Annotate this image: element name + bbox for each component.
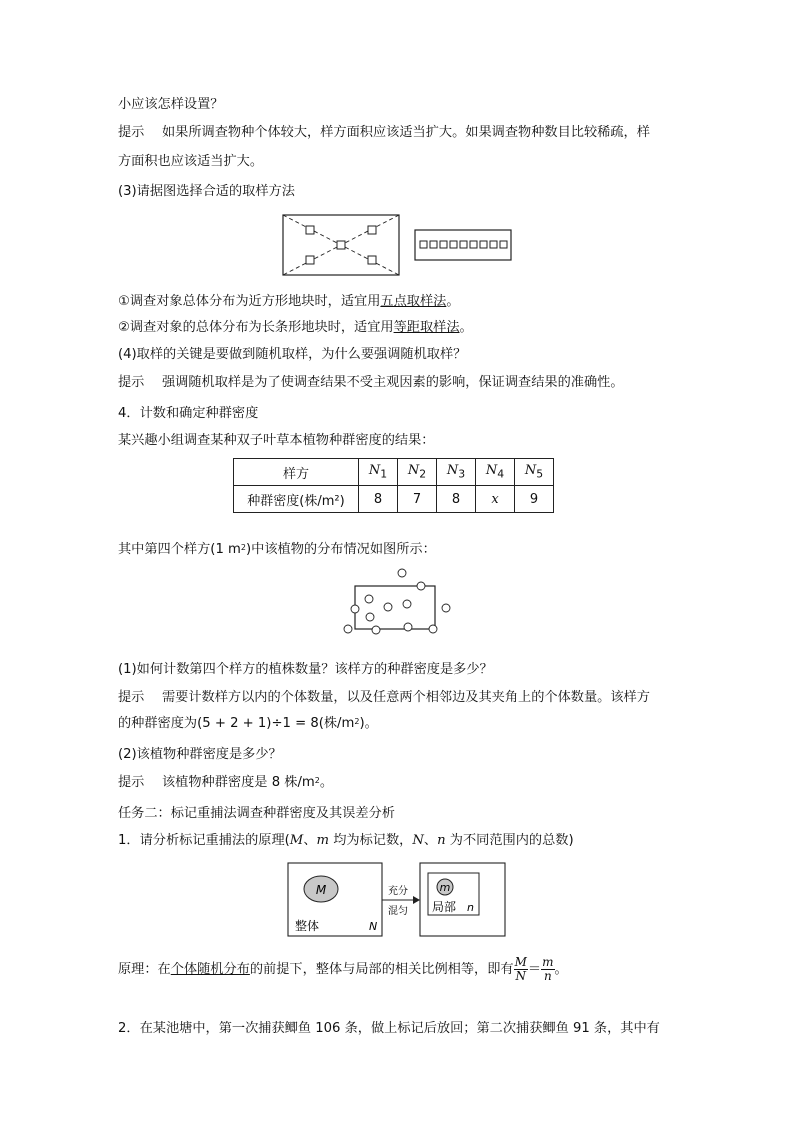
tip-line <box>118 123 650 143</box>
var: N <box>524 463 537 479</box>
table-cell: 9 <box>515 486 554 513</box>
text-span: 的前提下，整体与局部的相关比例相等，即有 <box>249 962 514 977</box>
text-line <box>118 318 473 338</box>
text-span: ①调查对象总体分布为近方形地块时，适宜用 <box>118 294 381 309</box>
tip-line <box>118 773 333 793</box>
tip-text: 如果所调查物种个体较大，样方面积应该适当扩大。如果调查物种数目比较稀疏，样 <box>162 125 650 140</box>
table-cell <box>476 486 515 513</box>
table-header-label: 样方 <box>234 459 359 486</box>
sub: 1 <box>380 467 388 481</box>
tip-line <box>118 373 624 393</box>
text-span: 原理：在 <box>118 962 171 977</box>
tip-label: 提示 <box>118 375 145 390</box>
var: N <box>368 463 381 479</box>
text-line: 方面积也应该适当扩大。 <box>118 154 264 169</box>
question-line: (4)取样的关键是要做到随机取样，为什么要强调随机取样？ <box>118 347 467 362</box>
table-col-header <box>476 459 515 486</box>
superscript: 2 <box>354 717 360 726</box>
table-row-label: 种群密度(株/m²) <box>234 486 359 513</box>
table-row <box>234 486 554 513</box>
arrow-label-top: 充分 <box>388 886 408 897</box>
answer-five-point: 五点取样法 <box>380 294 447 309</box>
section-heading: 任务二：标记重捕法调查种群密度及其误差分析 <box>118 806 395 821</box>
table-cell: 7 <box>398 486 437 513</box>
text-line <box>118 831 574 851</box>
text-span: 。 <box>554 962 568 977</box>
tip-label: 提示 <box>118 125 145 140</box>
text-span: )中该植物的分布情况如图所示： <box>245 542 436 557</box>
text-span: ②调查对象的总体分布为长条形地块时，适宜用 <box>118 320 394 335</box>
equals-sign: ＝ <box>527 962 542 977</box>
five-point-sampling-diagram <box>282 214 400 276</box>
quadrat-plant-distribution-diagram <box>340 566 455 646</box>
numerator: m <box>542 954 554 969</box>
text-span: 、 <box>303 833 317 848</box>
text-span: 、 <box>423 833 438 848</box>
part-marked-label: m <box>439 881 451 894</box>
text-line <box>118 714 378 734</box>
text-line: 小应该怎样设置？ <box>118 97 224 112</box>
text-span: 1．请分析标记重捕法的原理( <box>118 833 290 848</box>
text-span: 。 <box>319 775 334 790</box>
whole-label: 整体 <box>295 919 320 933</box>
part-total-label: n <box>467 901 474 914</box>
text-line: 2．在某池塘中，第一次捕获鲫鱼 106 条，做上标记后放回；第二次捕获鲫鱼 91 条，其中有 <box>118 1021 660 1036</box>
question-line: (2)该植物种群密度是多少？ <box>118 747 282 762</box>
text-span: 为不同范围内的总数) <box>445 833 574 848</box>
table-row <box>234 459 554 486</box>
tip-line <box>118 688 650 708</box>
text-line <box>118 292 460 312</box>
question-line: (3)请据图选择合适的取样方法 <box>118 184 295 199</box>
part-label: 局部 <box>432 900 457 914</box>
arrow-label-bottom: 混匀 <box>388 906 408 917</box>
answer-equidistant: 等距取样法 <box>393 320 460 335</box>
var: M <box>289 833 304 848</box>
sub: 3 <box>458 467 466 481</box>
fraction-right <box>541 956 554 983</box>
denominator: n <box>543 968 552 983</box>
text-span: 的种群密度为(5 + 2 + 1)÷1 = 8(株/m <box>118 716 355 731</box>
numerator: M <box>514 954 527 969</box>
var: N <box>446 463 459 479</box>
text-span: 。 <box>446 294 460 309</box>
density-table <box>233 458 554 513</box>
table-col-header <box>359 459 398 486</box>
whole-total-label: N <box>369 920 378 933</box>
var: N <box>485 463 498 479</box>
table-cell: 8 <box>359 486 398 513</box>
section-heading: 4．计数和确定种群密度 <box>118 406 259 421</box>
denominator: N <box>515 968 527 983</box>
table-col-header <box>398 459 437 486</box>
superscript: 2 <box>240 543 246 552</box>
equidistant-sampling-diagram <box>414 229 512 261</box>
sub: 4 <box>497 467 505 481</box>
question-line: (1)如何计数第四个样方的植株数量？该样方的种群密度是多少？ <box>118 662 493 677</box>
fraction-left <box>514 956 528 983</box>
text-line: 某兴趣小组调查某种双子叶草本植物种群密度的结果： <box>118 433 435 448</box>
sub: 2 <box>419 467 427 481</box>
mark-recapture-diagram <box>287 862 507 938</box>
table-col-header <box>515 459 554 486</box>
text-line <box>118 955 568 985</box>
text-span: )。 <box>359 716 378 731</box>
table-cell: 8 <box>437 486 476 513</box>
var: N <box>407 463 420 479</box>
whole-marked-label: M <box>315 883 327 897</box>
tip-text: 需要计数样方以内的个体数量，以及任意两个相邻边及其夹角上的个体数量。该样方 <box>162 690 650 705</box>
tip-label: 提示 <box>118 690 145 705</box>
var: n <box>437 833 446 848</box>
table-col-header <box>437 459 476 486</box>
text-span: 。 <box>459 320 473 335</box>
text-span: 其中第四个样方(1 m <box>118 542 241 557</box>
text-line <box>118 540 436 560</box>
sub: 5 <box>536 467 544 481</box>
var: m <box>316 833 330 848</box>
text-span: 均为标记数， <box>329 833 413 848</box>
tip-text: 强调随机取样是为了使调查结果不受主观因素的影响，保证调查结果的准确性。 <box>162 375 624 390</box>
tip-text: 该植物种群密度是 8 株/m <box>162 775 315 790</box>
superscript: 2 <box>314 776 320 785</box>
var: x <box>491 491 499 507</box>
tip-label: 提示 <box>118 775 145 790</box>
answer-random-distribution: 个体随机分布 <box>170 962 250 977</box>
var: N <box>412 833 424 848</box>
